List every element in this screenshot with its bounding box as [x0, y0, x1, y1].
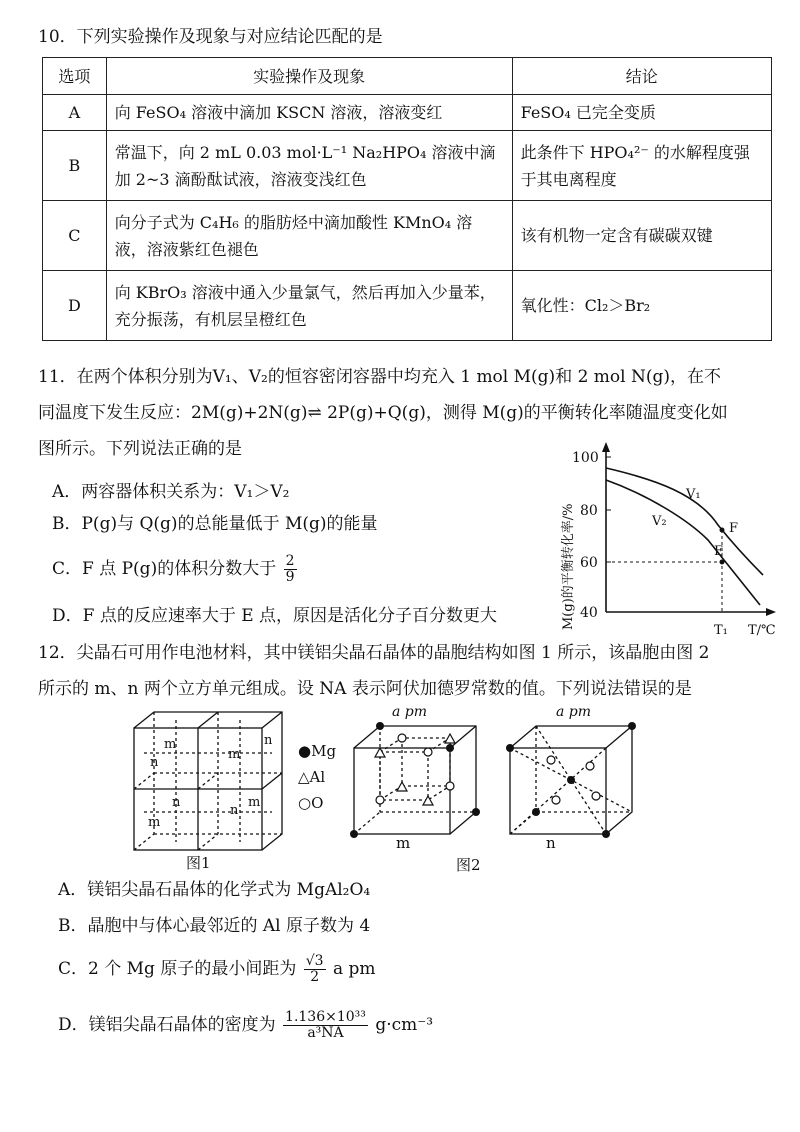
fig1-unit-label: n: [264, 733, 273, 748]
q11-option-c-text: C．F 点 P(g)的体积分数大于: [52, 559, 277, 579]
table-header-row: [43, 58, 772, 95]
xtick-t1: T₁: [714, 623, 728, 638]
q11-option-c: [52, 554, 299, 585]
header-operation: 实验操作及现象: [106, 58, 512, 95]
cube-n-edge-label: a pm: [556, 704, 592, 720]
cube-m-edge-label: a pm: [392, 704, 428, 720]
q11-stem-line1: 11．在两个体积分别为V₁、V₂的恒容密闭容器中均充入 1 mol M(g)和 2 mol N(g)，在不: [38, 367, 722, 387]
fig1-unit-label: m: [164, 737, 177, 752]
fraction-numerator: √3: [305, 953, 324, 969]
header-conclusion: 结论: [512, 58, 771, 95]
label-e: E: [714, 544, 724, 559]
row-operation: 向 KBrO₃ 溶液中通入少量氯气，然后再加入少量苯，充分振荡，有机层呈橙红色: [106, 271, 512, 341]
cube-n: [496, 700, 646, 858]
q12-option-d: [58, 1010, 433, 1041]
row-option: D: [43, 271, 107, 341]
row-option: C: [43, 201, 107, 271]
graph-xlabel: T/℃: [748, 623, 776, 638]
fraction-numerator: 1.136×10³³: [285, 1009, 366, 1025]
fig1-unit-label: n: [230, 803, 239, 818]
q11-stem-line3: 图所示。下列说法正确的是: [38, 439, 242, 459]
q12-option-a: A．镁铝尖晶石晶体的化学式为 MgAl₂O₄: [58, 880, 371, 900]
label-f: F: [729, 521, 739, 536]
fraction-denominator: 2: [310, 969, 320, 985]
graph-ylabel: M(g)的平衡转化率/%: [561, 503, 576, 630]
figure-1: [128, 708, 288, 876]
row-operation: 常温下，向 2 mL 0.03 mol·L⁻¹ Na₂HPO₄ 溶液中滴加 2~3 滴酚酞试液，溶液变浅红色: [106, 131, 512, 201]
q10-stem: 10．下列实验操作及现象与对应结论匹配的是: [38, 27, 383, 47]
fig1-unit-label: m: [248, 795, 261, 810]
legend-mg: ●Mg: [298, 742, 337, 760]
header-option: 选项: [43, 58, 107, 95]
graph-ytick-40: 40: [580, 605, 598, 621]
fraction-denominator: a³NA: [307, 1025, 344, 1041]
point-e: [720, 560, 725, 565]
point-f: [720, 528, 725, 533]
row-operation: 向 FeSO₄ 溶液中滴加 KSCN 溶液，溶液变红: [106, 95, 512, 131]
q12-stem-line2: 所示的 m、n 两个立方单元组成。设 NA 表示阿伏加德罗常数的值。下列说法错误的是: [38, 679, 692, 699]
table-row: [43, 95, 772, 131]
q12-stem-line1: 12．尖晶石可用作电池材料，其中镁铝尖晶石晶体的晶胞结构如图 1 所示，该晶胞由图 2: [38, 643, 710, 663]
table-row: [43, 201, 772, 271]
cube-m: [340, 700, 490, 858]
q11-option-b: B．P(g)与 Q(g)的总能量低于 M(g)的能量: [52, 514, 378, 534]
row-conclusion: FeSO₄ 已完全变质: [512, 95, 771, 131]
q12-option-c: [58, 954, 376, 985]
fraction-numerator: 2: [285, 553, 295, 569]
legend-al: △Al: [298, 768, 326, 786]
graph-ytick-80: 80: [580, 503, 598, 519]
row-operation: 向分子式为 C₄H₆ 的脂肪烃中滴加酸性 KMnO₄ 溶液，溶液紫红色褪色: [106, 201, 512, 271]
label-v2: V₂: [652, 514, 667, 529]
figure-2-caption: 图2: [456, 856, 481, 874]
table-row: [43, 271, 772, 341]
q12-option-c-text: C．2 个 Mg 原子的最小间距为: [58, 959, 297, 979]
label-v1: V₁: [686, 487, 701, 502]
graph-y-arrow: [602, 442, 610, 452]
fig1-unit-label: n: [150, 755, 159, 770]
graph-ytick-100: 100: [572, 450, 599, 466]
cube-m-label: m: [396, 834, 411, 852]
fraction: [284, 554, 297, 585]
q12-option-c-unit: a pm: [332, 959, 376, 979]
row-option: B: [43, 131, 107, 201]
fig1-unit-label: n: [172, 795, 181, 810]
row-option: A: [43, 95, 107, 131]
fig1-unit-label: m: [228, 747, 241, 762]
q10-table: [42, 57, 772, 341]
q11-stem-line2: 同温度下发生反应：2M(g)+2N(g)⇌ 2P(g)+Q(g)，测得 M(g)的平衡转化率随温度变化如: [38, 403, 728, 423]
q11-option-a: A．两容器体积关系为：V₁＞V₂: [52, 482, 290, 502]
row-conclusion: 该有机物一定含有碳碳双键: [512, 201, 771, 271]
fig1-unit-label: m: [148, 815, 161, 830]
figure-1-caption: 图1: [186, 854, 211, 872]
graph-ytick-60: 60: [580, 555, 598, 571]
q12-option-d-text: D．镁铝尖晶石晶体的密度为: [58, 1015, 276, 1035]
table-row: [43, 131, 772, 201]
q12-option-d-unit: g·cm⁻³: [375, 1015, 434, 1035]
q11-option-d: D．F 点的反应速率大于 E 点，原因是活化分子百分数更大: [52, 606, 498, 626]
graph-x-arrow: [766, 608, 776, 616]
row-conclusion: 氧化性：Cl₂＞Br₂: [512, 271, 771, 341]
curve-v2: [606, 480, 760, 605]
legend-o: ○O: [298, 794, 324, 812]
q11-graph: [548, 440, 788, 645]
q12-option-b: B．晶胞中与体心最邻近的 Al 原子数为 4: [58, 916, 371, 936]
row-conclusion: 此条件下 HPO₄²⁻ 的水解程度强于其电离程度: [512, 131, 771, 201]
fraction-denominator: 9: [285, 569, 295, 585]
cube-n-label: n: [546, 834, 556, 852]
fraction: [304, 954, 326, 985]
fraction: [283, 1010, 368, 1041]
